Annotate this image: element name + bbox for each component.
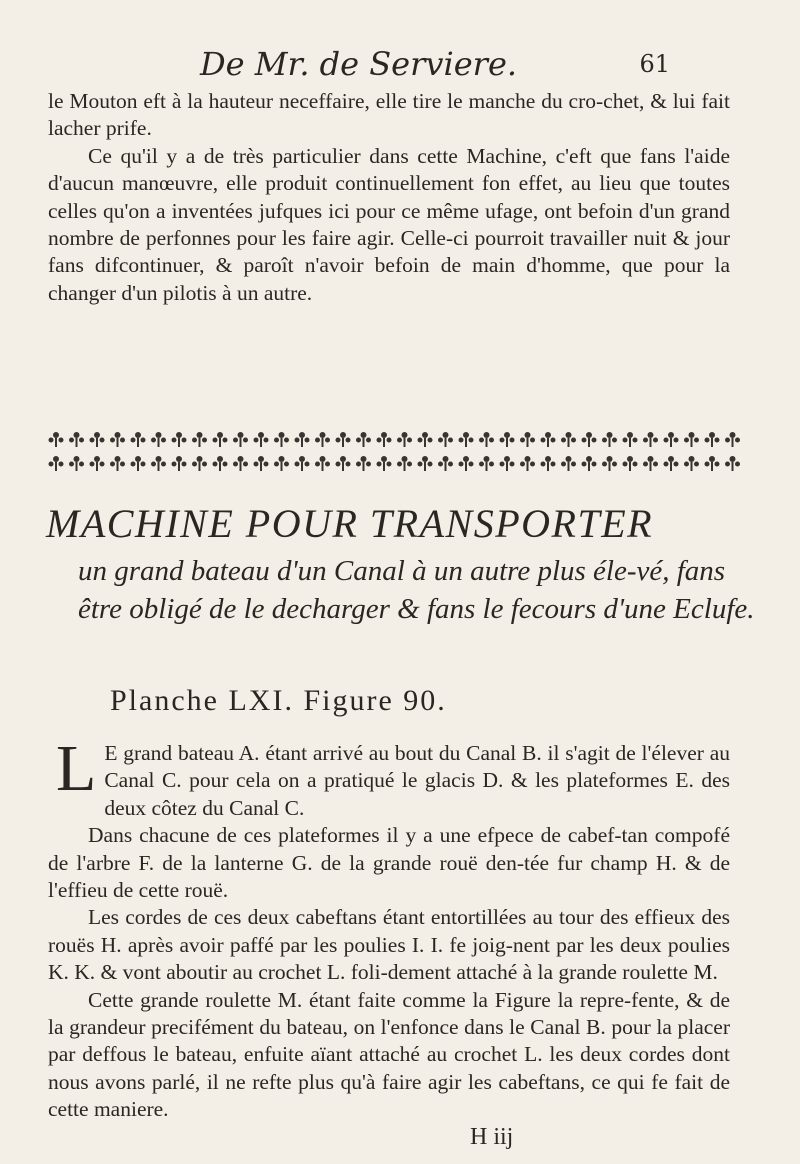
fleuron-ornament [684, 456, 699, 471]
fleuron-ornament [602, 456, 617, 471]
fleuron-ornament [131, 456, 146, 471]
fleuron-ornament [438, 456, 453, 471]
fleuron-ornament [459, 432, 474, 447]
fleuron-ornament [397, 432, 412, 447]
fleuron-ornament [110, 456, 125, 471]
fleuron-ornament [213, 432, 228, 447]
body-paragraph-4: Cette grande roulette M. étant faite comme la Figure la repre-fente, & de la grandeur precifément du bateau, on l'enfonce dans le Canal B. pour la placer par deffous le bateau, enfuite aïant attaché au crochet L. les deux cordes dont nous avons parlé, il ne refte plus qu'à faire agir les cabeftans, ce qui fe fait de cette maniere. [48, 987, 730, 1122]
fleuron-ornament [151, 456, 166, 471]
fleuron-ornament [623, 432, 638, 447]
intro-text [48, 88, 730, 307]
fleuron-ornament [213, 456, 228, 471]
fleuron-ornament [192, 456, 207, 471]
fleuron-ornament [295, 456, 310, 471]
fleuron-ornament [192, 432, 207, 447]
page-number: 61 [639, 50, 670, 78]
body-paragraph-3: Les cordes de ces deux cabeftans étant entortillées au tour des effieux des rouës H. après avoir paffé par les poulies I. I. fe joig-nent par les deux poulies K. K. & vont aboutir au crochet L. foli-dement attaché à la grande roulette M. [48, 905, 730, 985]
fleuron-ornament [561, 456, 576, 471]
fleuron-ornament [725, 456, 740, 471]
fleuron-ornament [582, 456, 597, 471]
fleuron-ornament [172, 456, 187, 471]
fleuron-ornament [705, 456, 720, 471]
section-subtitle: un grand bateau d'un Canal à un autre plus éle-vé, fans être obligé de le decharger & fans le fecours d'une Eclufe. [78, 555, 755, 625]
fleuron-ornament [172, 432, 187, 447]
fleuron-ornament [479, 456, 494, 471]
fleuron-ornament [233, 456, 248, 471]
fleuron-ornament [520, 456, 535, 471]
running-title: De Mr. de Serviere. [200, 45, 518, 83]
body-paragraph-1-text: E grand bateau A. étant arrivé au bout du Canal B. il s'agit de l'élever au Canal C. pour cela on a pratiqué le glacis D. & les plateformes E. des deux côtez du Canal C. [104, 741, 730, 820]
fleuron-ornament [90, 432, 105, 447]
fleuron-ornament [418, 432, 433, 447]
fleuron-ornament [664, 456, 679, 471]
fleuron-ornament [151, 432, 166, 447]
fleuron-ornament [643, 456, 658, 471]
intro-paragraph-1: le Mouton eft à la hauteur neceffaire, elle tire le manche du cro-chet, & lui fait lacher prife. [48, 89, 730, 141]
fleuron-ornament [500, 432, 515, 447]
fleuron-ornament [274, 432, 289, 447]
fleuron-ornament [725, 432, 740, 447]
fleuron-ornament [541, 432, 556, 447]
intro-paragraph-2: Ce qu'il y a de très particulier dans cette Machine, c'eft que fans l'aide d'aucun manœuvre, elle produit continuellement fon effet, au lieu que toutes celles qu'on a inventées jufques ici pour ce même ufage, ont befoin d'un grand nombre de perfonnes pour les faire agir. Celle-ci pourroit travailler nuit & jour fans difcontinuer, & paroît n'avoir befoin de main d'homme, que pour la changer d'un pilotis à un autre. [48, 143, 730, 305]
drop-cap: L [56, 732, 97, 805]
fleuron-ornament [69, 432, 84, 447]
fleuron-ornament [315, 456, 330, 471]
fleuron-ornament [110, 432, 125, 447]
fleuron-ornament [500, 456, 515, 471]
body-paragraph-2: Dans chacune de ces plateformes il y a une efpece de cabef-tan compofé de l'arbre F. de la lanterne G. de la grande rouë den-tée fur champ H. & de l'effieu de cette rouë. [48, 823, 730, 903]
fleuron-ornament [684, 432, 699, 447]
main-text [48, 732, 730, 1124]
fleuron-ornament [49, 432, 64, 447]
fleuron-ornament [336, 456, 351, 471]
signature-mark: H iij [470, 1124, 514, 1150]
decorative-ornament-band [48, 428, 748, 478]
fleuron-ornament [377, 456, 392, 471]
plate-reference: Planche LXI. Figure 90. [110, 684, 447, 717]
fleuron-ornament [356, 432, 371, 447]
section-title: MACHINE POUR TRANSPORTER [46, 501, 654, 546]
fleuron-ornament [705, 432, 720, 447]
fleuron-ornament [397, 456, 412, 471]
fleuron-ornament [131, 432, 146, 447]
fleuron-ornament [561, 432, 576, 447]
fleuron-ornament [274, 456, 289, 471]
fleuron-ornament [643, 432, 658, 447]
fleuron-ornament [664, 432, 679, 447]
fleuron-ornament [418, 456, 433, 471]
fleuron-ornament [254, 432, 269, 447]
fleuron-ornament [479, 432, 494, 447]
fleuron-ornament [541, 456, 556, 471]
body-paragraph-1 [48, 732, 730, 822]
fleuron-ornament [582, 432, 597, 447]
fleuron-ornament [69, 456, 84, 471]
fleuron-ornament [233, 432, 248, 447]
fleuron-ornament [602, 432, 617, 447]
fleuron-ornament [438, 432, 453, 447]
fleuron-ornament [623, 456, 638, 471]
fleuron-ornament [315, 432, 330, 447]
fleuron-ornament [377, 432, 392, 447]
fleuron-ornament [295, 432, 310, 447]
fleuron-ornament [254, 456, 269, 471]
fleuron-ornament [356, 456, 371, 471]
fleuron-ornament [459, 456, 474, 471]
fleuron-ornament [520, 432, 535, 447]
fleuron-ornament [90, 456, 105, 471]
fleuron-ornament [336, 432, 351, 447]
fleuron-ornament [49, 456, 64, 471]
